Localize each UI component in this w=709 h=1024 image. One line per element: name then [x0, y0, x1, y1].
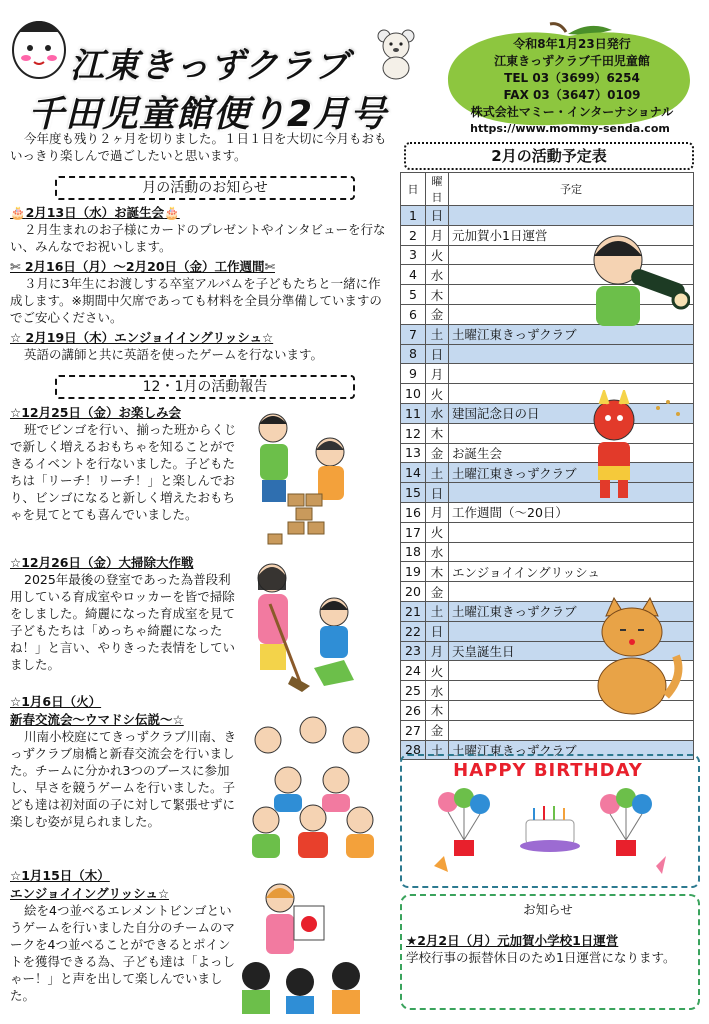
fax-number: FAX 03（3647）0109: [503, 88, 641, 102]
publisher-info: [452, 36, 692, 121]
schedule-weekday: 水: [426, 403, 449, 423]
schedule-plan: 土曜江東きっずクラブ: [449, 324, 694, 344]
schedule-day: 14: [401, 463, 426, 483]
schedule-day: 16: [401, 502, 426, 522]
schedule-weekday: 月: [426, 502, 449, 522]
event-body: 英語の講師と共に英語を使ったゲームを行ないます。: [24, 347, 324, 362]
cake-icon: 🎂: [10, 205, 26, 220]
month-section-heading: 月の活動のお知らせ: [55, 176, 355, 200]
event-title: ☆1月6日（火）: [10, 694, 102, 709]
schedule-weekday: 木: [426, 700, 449, 720]
schedule-day: 7: [401, 324, 426, 344]
report-section-heading: 12・1月の活動報告: [55, 375, 355, 399]
schedule-day: 19: [401, 562, 426, 582]
schedule-weekday: 木: [426, 285, 449, 305]
schedule-day: 3: [401, 245, 426, 265]
event-title: ☆12月25日（金）お楽しみ会: [10, 405, 181, 420]
schedule-day: 9: [401, 364, 426, 384]
schedule-day: 6: [401, 304, 426, 324]
notice-title: ★2月2日（月）元加賀小学校1日運営: [406, 933, 619, 948]
schedule-weekday: 金: [426, 720, 449, 740]
schedule-day: 8: [401, 344, 426, 364]
birthday-balloons-cake-illustration: [430, 784, 670, 880]
schedule-plan: [449, 522, 694, 542]
schedule-title: 2月の活動予定表: [404, 142, 694, 170]
schedule-day: 17: [401, 522, 426, 542]
schedule-weekday: 水: [426, 542, 449, 562]
kids-blocks-illustration: [248, 408, 368, 548]
schedule-day: 12: [401, 423, 426, 443]
schedule-day: 15: [401, 483, 426, 503]
schedule-plan: [449, 364, 694, 384]
schedule-weekday: 火: [426, 661, 449, 681]
report-item: [10, 866, 242, 1004]
event-body: 川南小校庭にてきっずクラブ川南、きっずクラブ扇橋と新春交流会を行いました。チームに分かれ3つのブースに参加し、早さを競うゲームを行いました。子ども達は初対面の子に対して緊張せずに楽しむ姿が見られました。: [10, 729, 237, 829]
schedule-row: [401, 562, 694, 582]
notice-body: 学校行事の振替休日のため1日運営になります。: [406, 950, 676, 965]
schedule-plan: [449, 542, 694, 562]
schedule-plan: 土曜江東きっずクラブ: [449, 740, 694, 760]
schedule-weekday: 火: [426, 522, 449, 542]
boy-eating-ehomaki-illustration: [580, 220, 690, 330]
bear-icon: [374, 28, 418, 80]
schedule-plan: [449, 720, 694, 740]
schedule-day: 25: [401, 681, 426, 701]
schedule-weekday: 日: [426, 206, 449, 226]
daruma-face-icon: [8, 10, 70, 80]
cat-illustration: [576, 596, 686, 716]
schedule-weekday: 月: [426, 641, 449, 661]
company-name: 株式会社マミー・インターナショナル: [470, 105, 674, 119]
schedule-day: 20: [401, 582, 426, 602]
schedule-weekday: 火: [426, 384, 449, 404]
schedule-day: 10: [401, 384, 426, 404]
schedule-day: 4: [401, 265, 426, 285]
schedule-row: [401, 522, 694, 542]
newsletter-title-line1: 江東きっずクラブ: [70, 46, 349, 86]
schedule-weekday: 土: [426, 601, 449, 621]
schedule-plan: [449, 344, 694, 364]
schedule-day: 24: [401, 661, 426, 681]
schedule-weekday: 金: [426, 582, 449, 602]
schedule-day: 22: [401, 621, 426, 641]
schedule-day: 1: [401, 206, 426, 226]
schedule-weekday: 日: [426, 483, 449, 503]
intro-text: 今年度も残り２ヶ月を切りました。１日１日を大切に今月もおもいっきり楽しんで過ごしたいと思います。: [10, 131, 387, 163]
report-item: [10, 553, 242, 673]
schedule-weekday: 火: [426, 245, 449, 265]
schedule-weekday: 水: [426, 681, 449, 701]
event-title: ☆1月15日（木）: [10, 868, 110, 883]
birthday-title: HAPPY BIRTHDAY: [453, 760, 643, 781]
schedule-plan: エンジョイイングリッシュ: [449, 562, 694, 582]
english-class-illustration: [236, 876, 376, 1014]
month-activities: [10, 203, 390, 363]
schedule-weekday: 金: [426, 304, 449, 324]
event-title: ☆ 2月19日（木）エンジョイイングリッシュ☆: [10, 330, 274, 345]
schedule-row: [401, 720, 694, 740]
newsletter-title-line2: 千田児童館便り2月号: [28, 94, 388, 135]
schedule-weekday: 土: [426, 740, 449, 760]
schedule-day: 21: [401, 601, 426, 621]
schedule-day: 26: [401, 700, 426, 720]
schedule-day: 23: [401, 641, 426, 661]
schedule-plan: 建国記念日の日: [449, 403, 694, 423]
schedule-day: 28: [401, 740, 426, 760]
schedule-weekday: 木: [426, 423, 449, 443]
schedule-day: 13: [401, 443, 426, 463]
cake-icon: 🎂: [164, 205, 180, 220]
event-body: 2025年最後の登室であった為普段利用している育成室やロッカーを皆で掃除をしました。綺麗になった育成室を見て子どもたちは「めっちゃ綺麗になったね！」と言い、やりきった表情をしていました。: [10, 572, 236, 672]
event-title: 🎂2月13日（水）お誕生会🎂: [10, 205, 180, 220]
schedule-header-row: [401, 173, 694, 206]
schedule-weekday: 日: [426, 621, 449, 641]
schedule-weekday: 日: [426, 344, 449, 364]
report-item: [10, 403, 242, 523]
event-title: ☆12月26日（金）大掃除大作戦: [10, 555, 194, 570]
column-header-plan: 予定: [449, 173, 694, 206]
event-body: 班でビンゴを行い、揃った班からくじで新しく増えるおもちゃを知ることができるイベントを行ないました。子どもたちは「リーチ！リーチ！」と楽しんでおり、ビンゴになると新しく増えたおもちゃを見てとても喜んでいました。: [10, 422, 237, 522]
schedule-row: [401, 364, 694, 384]
event-body: ２月生まれのお子様にカードのプレゼントやインタビューを行ない、みんなでお祝いします。: [10, 222, 386, 254]
schedule-weekday: 木: [426, 562, 449, 582]
schedule-plan: 天皇誕生日: [449, 641, 694, 661]
event-body: ３月に3年生にお渡しする卒室アルバムを子どもたちと一緒に作成します。※期間中欠席であっても材料を全員分準備していますのでご安心ください。: [10, 276, 382, 325]
schedule-day: 18: [401, 542, 426, 562]
schedule-day: 11: [401, 403, 426, 423]
schedule-weekday: 土: [426, 463, 449, 483]
schedule-plan: 元加賀小1日運営: [449, 225, 694, 245]
schedule-day: 2: [401, 225, 426, 245]
schedule-plan: 工作週間（〜20日）: [449, 502, 694, 522]
event-subtitle: 新春交流会〜ウマドシ伝説〜☆: [10, 712, 184, 727]
kids-group-illustration: [238, 700, 388, 860]
schedule-weekday: 土: [426, 324, 449, 344]
schedule-row: [401, 344, 694, 364]
schedule-weekday: 月: [426, 364, 449, 384]
column-header-day: 日: [401, 173, 426, 206]
report-item: [10, 692, 242, 830]
facility-name: 江東きっずクラブ千田児童館: [494, 54, 650, 68]
kids-cleaning-illustration: [244, 560, 368, 694]
schedule-weekday: 月: [426, 225, 449, 245]
schedule-plan: 土曜江東きっずクラブ: [449, 463, 694, 483]
schedule-day: 5: [401, 285, 426, 305]
red-oni-illustration: [578, 390, 698, 500]
notice-heading: お知らせ: [523, 902, 573, 917]
event-subtitle: エンジョイイングリッシュ☆: [10, 886, 170, 901]
phone-number: TEL 03（3699）6254: [504, 71, 640, 85]
event-body: 絵を4つ並べるエレメントビンゴというゲームを行いました自分のチームのマークを4つ並べることができるとポイントを獲得できる為、子ども達は「よっしゃー！」と声を出して楽しんでいました。: [10, 903, 236, 1003]
schedule-day: 27: [401, 720, 426, 740]
column-header-weekday: 曜日: [426, 173, 449, 206]
schedule-row: [401, 542, 694, 562]
issue-date: 令和8年1月23日発行: [513, 37, 631, 51]
schedule-weekday: 水: [426, 265, 449, 285]
event-title: ✄ 2月16日（月）〜2月20日（金）工作週間✄: [10, 259, 275, 274]
schedule-plan: 土曜江東きっずクラブ: [449, 601, 694, 621]
website-link[interactable]: https://www.mommy-senda.com: [470, 122, 670, 135]
schedule-weekday: 金: [426, 443, 449, 463]
schedule-plan: お誕生会: [449, 443, 694, 463]
schedule-row: [401, 502, 694, 522]
